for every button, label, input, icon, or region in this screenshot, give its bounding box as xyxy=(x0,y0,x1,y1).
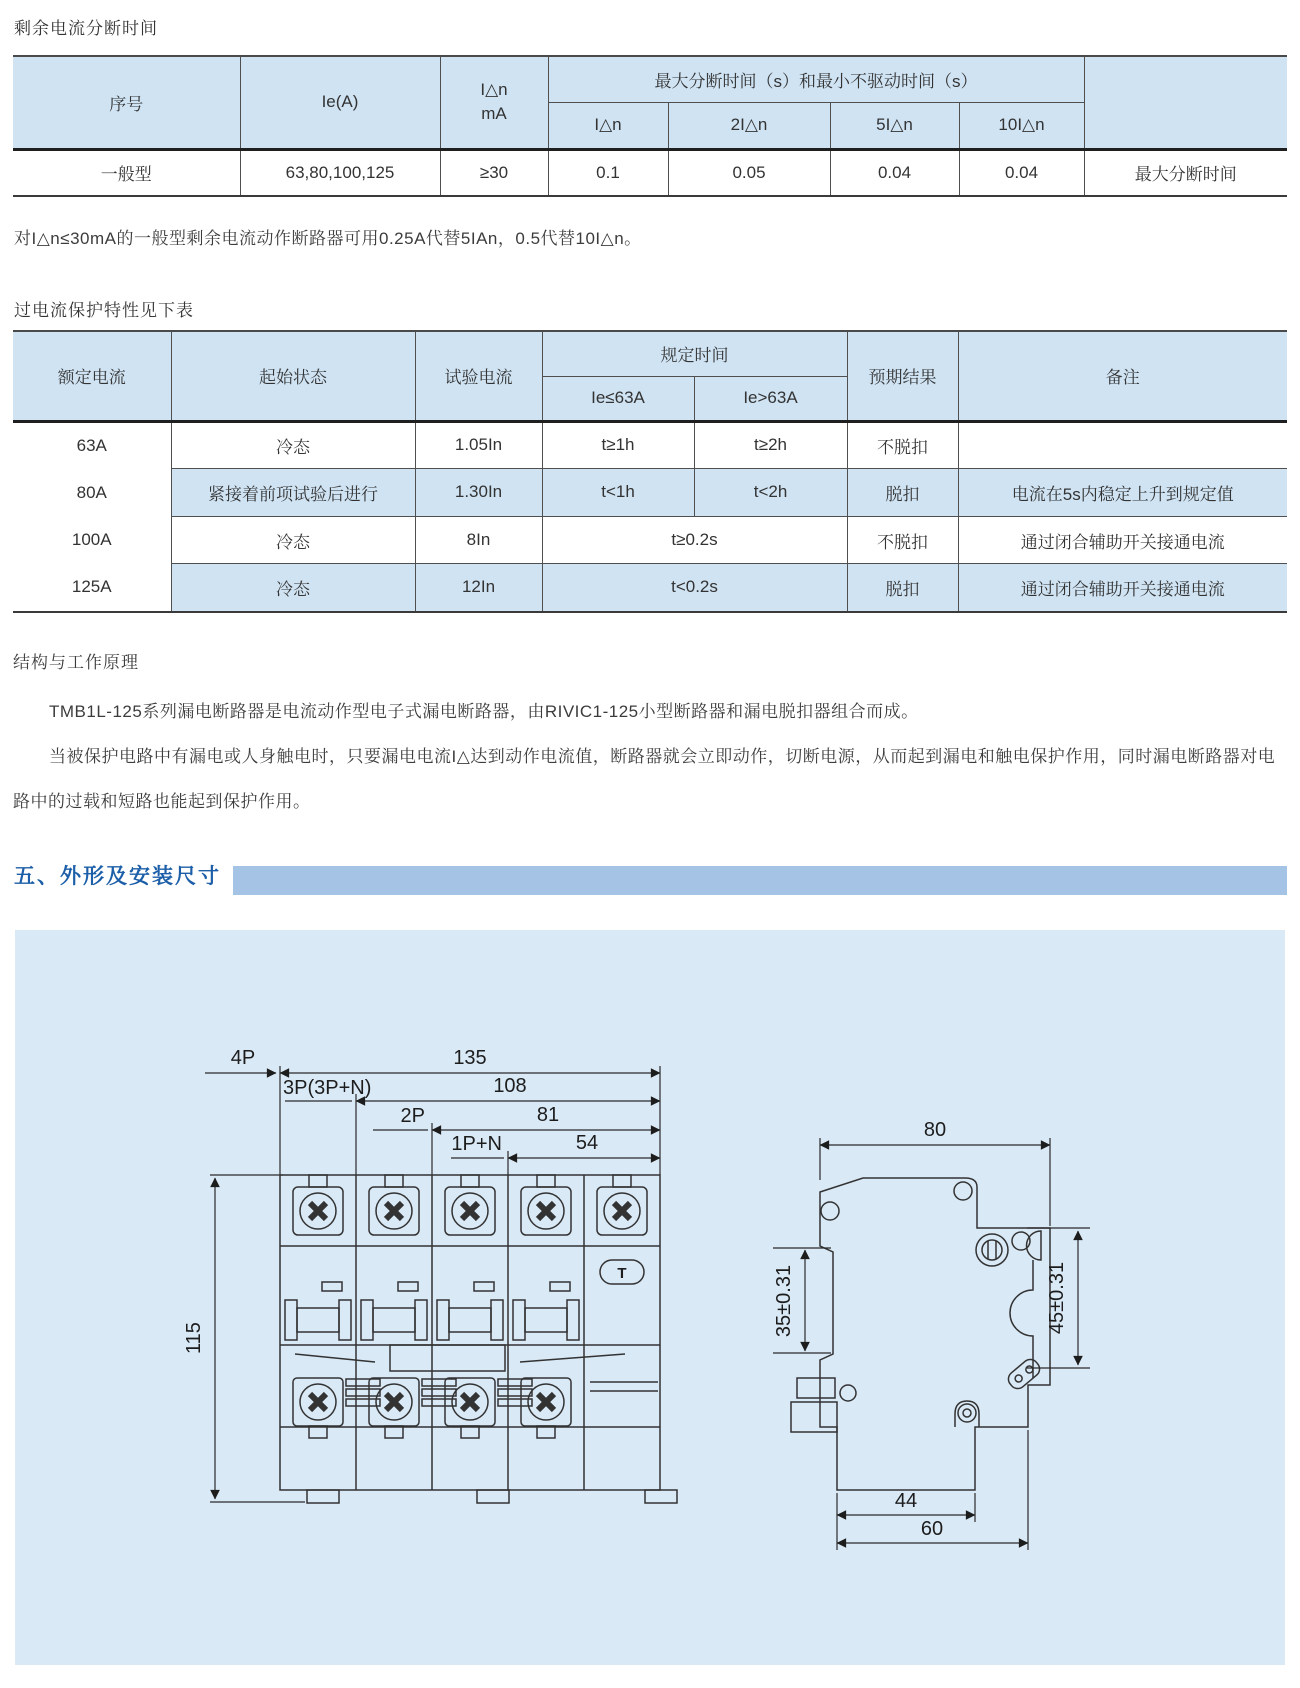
front-pole-label-3p: 3P(3P+N) xyxy=(283,1077,372,1099)
cell-expected: 不脱扣 xyxy=(847,516,958,564)
cell-remark: 电流在5s内稳定上升到规定值 xyxy=(958,469,1287,517)
toggle-handle xyxy=(361,1282,427,1340)
cell-time-gt63: t<2h xyxy=(694,469,847,517)
cell-start-state: 紧接着前项试验后进行 xyxy=(171,469,415,517)
terminal-screw-icon xyxy=(521,1175,571,1235)
cell-max-break: 最大分断时间 xyxy=(1084,149,1287,196)
cell-remark: 通过闭合辅助开关接通电流 xyxy=(958,564,1287,612)
vent-slots xyxy=(422,1379,456,1406)
terminal-screw-icon xyxy=(521,1378,571,1438)
residual-current-table xyxy=(13,55,1287,197)
substitution-note: 对I△n≤30mA的一般型剩余电流动作断路器可用0.25A代替5IAn，0.5代替10I△n。 xyxy=(14,229,642,248)
header-rated: 额定电流 xyxy=(13,331,171,421)
header-subcol: 10I△n xyxy=(959,102,1084,149)
cell-expected: 脱扣 xyxy=(847,564,958,612)
cell-value: 0.1 xyxy=(548,149,668,196)
test-button-label: T xyxy=(617,1265,627,1282)
section5-bar xyxy=(233,866,1287,895)
terminal-screw-icon xyxy=(445,1378,495,1438)
header-expected: 预期结果 xyxy=(847,331,958,421)
cell-expected: 脱扣 xyxy=(847,469,958,517)
terminal-screw-icon xyxy=(445,1175,495,1235)
structure-title: 结构与工作原理 xyxy=(13,653,139,672)
rated-value: 100A xyxy=(71,530,112,549)
cell-test-current: 12In xyxy=(415,564,542,612)
test-button xyxy=(600,1260,644,1284)
vent-slots xyxy=(346,1379,380,1406)
front-pole-label-1pn: 1P+N xyxy=(451,1133,502,1155)
terminal-screw-icon xyxy=(369,1175,419,1235)
side-dim-35: 35±0.31 xyxy=(773,1264,795,1338)
header-time-group: 规定时间 xyxy=(542,331,847,376)
terminal-screw-icon xyxy=(293,1378,343,1438)
front-dim-115: 115 xyxy=(183,1322,205,1354)
terminal-screw-icon xyxy=(369,1378,419,1438)
cell-time-gt63: t≥2h xyxy=(694,421,847,469)
adjust-screw-icon xyxy=(976,1234,1008,1266)
rated-value: 63A xyxy=(76,436,107,455)
overcurrent-table xyxy=(13,330,1287,613)
cell-test-current: 1.30In xyxy=(415,469,542,517)
structure-paragraph-1: TMB1L-125系列漏电断路器是电流动作型电子式漏电断路器，由RIVIC1-125小型断路器和漏电脱扣器组合而成。 xyxy=(49,702,919,721)
header-subcol: 2I△n xyxy=(668,102,830,149)
header-time-gt63: Ie>63A xyxy=(694,376,847,421)
cell-ie: 63,80,100,125 xyxy=(240,149,440,196)
structure-section xyxy=(13,648,1289,824)
cell-remark xyxy=(958,421,1287,469)
overcurrent-title: 过电流保护特性见下表 xyxy=(14,301,194,320)
front-dim-108: 108 xyxy=(493,1075,527,1097)
cell-start-state: 冷态 xyxy=(171,564,415,612)
rated-value: 80A xyxy=(76,483,107,502)
header-time-group: 最大分断时间（s）和最小不驱动时间（s） xyxy=(548,56,1084,102)
cell-value: 0.05 xyxy=(668,149,830,196)
side-dim-80: 80 xyxy=(923,1119,947,1141)
header-ie: Ie(A) xyxy=(240,56,440,149)
header-test-current: 试验电流 xyxy=(415,331,542,421)
cell-value: 0.04 xyxy=(959,149,1084,196)
side-dim-44: 44 xyxy=(894,1490,918,1512)
cell-time: t≥0.2s xyxy=(542,516,847,564)
cell-seq: 一般型 xyxy=(13,149,240,196)
front-pole-label-4p: 4P xyxy=(230,1047,256,1069)
vent-slots xyxy=(498,1379,532,1406)
front-view-drawing xyxy=(183,1047,677,1503)
front-dim-135: 135 xyxy=(453,1047,487,1069)
toggle-handle xyxy=(285,1282,351,1340)
rated-value: 125A xyxy=(71,577,112,596)
header-idn-line1: I△n xyxy=(480,80,508,100)
side-dim-45: 45±0.31 xyxy=(1046,1261,1068,1335)
header-start-state: 起始状态 xyxy=(171,331,415,421)
front-dim-81: 81 xyxy=(536,1104,560,1126)
cell-value: 0.04 xyxy=(830,149,959,196)
header-blank xyxy=(1084,56,1287,149)
header-seq: 序号 xyxy=(13,56,240,149)
side-view-drawing xyxy=(773,1119,1090,1550)
side-dim-60: 60 xyxy=(920,1518,944,1540)
cell-expected: 不脱扣 xyxy=(847,421,958,469)
toggle-handle xyxy=(437,1282,503,1340)
section5-title: 五、外形及安装尺寸 xyxy=(14,865,221,888)
header-time-le63: Ie≤63A xyxy=(542,376,694,421)
cell-start-state: 冷态 xyxy=(171,421,415,469)
terminal-lug xyxy=(1005,1356,1043,1392)
cell-remark: 通过闭合辅助开关接通电流 xyxy=(958,516,1287,564)
cell-time-le63: t≥1h xyxy=(542,421,694,469)
front-pole-label-2p: 2P xyxy=(400,1105,425,1127)
header-idn xyxy=(440,56,548,149)
outline-drawing xyxy=(15,930,1285,1665)
front-dim-54: 54 xyxy=(575,1132,599,1154)
toggle-handle xyxy=(513,1282,579,1340)
cell-rated-currents xyxy=(13,421,171,612)
header-subcol: 5I△n xyxy=(830,102,959,149)
terminal-screw-icon xyxy=(597,1175,647,1235)
header-subcol: I△n xyxy=(548,102,668,149)
cell-start-state: 冷态 xyxy=(171,516,415,564)
cell-time-le63: t<1h xyxy=(542,469,694,517)
dimensions-panel xyxy=(15,930,1285,1665)
cell-time: t<0.2s xyxy=(542,564,847,612)
terminal-screw-icon xyxy=(293,1175,343,1235)
header-idn-line2: mA xyxy=(481,104,507,124)
structure-paragraph-2: 当被保护电路中有漏电或人身触电时，只要漏电电流I△达到动作电流值，断路器就会立即动作，切断电源，从而起到漏电和触电保护作用，同时漏电断路器对电路中的过载和短路也能起到保护作用。 xyxy=(13,747,1276,811)
header-remark: 备注 xyxy=(958,331,1287,421)
cell-test-current: 1.05In xyxy=(415,421,542,469)
residual-time-title: 剩余电流分断时间 xyxy=(14,19,158,38)
cell-test-current: 8In xyxy=(415,516,542,564)
cell-idn: ≥30 xyxy=(440,149,548,196)
